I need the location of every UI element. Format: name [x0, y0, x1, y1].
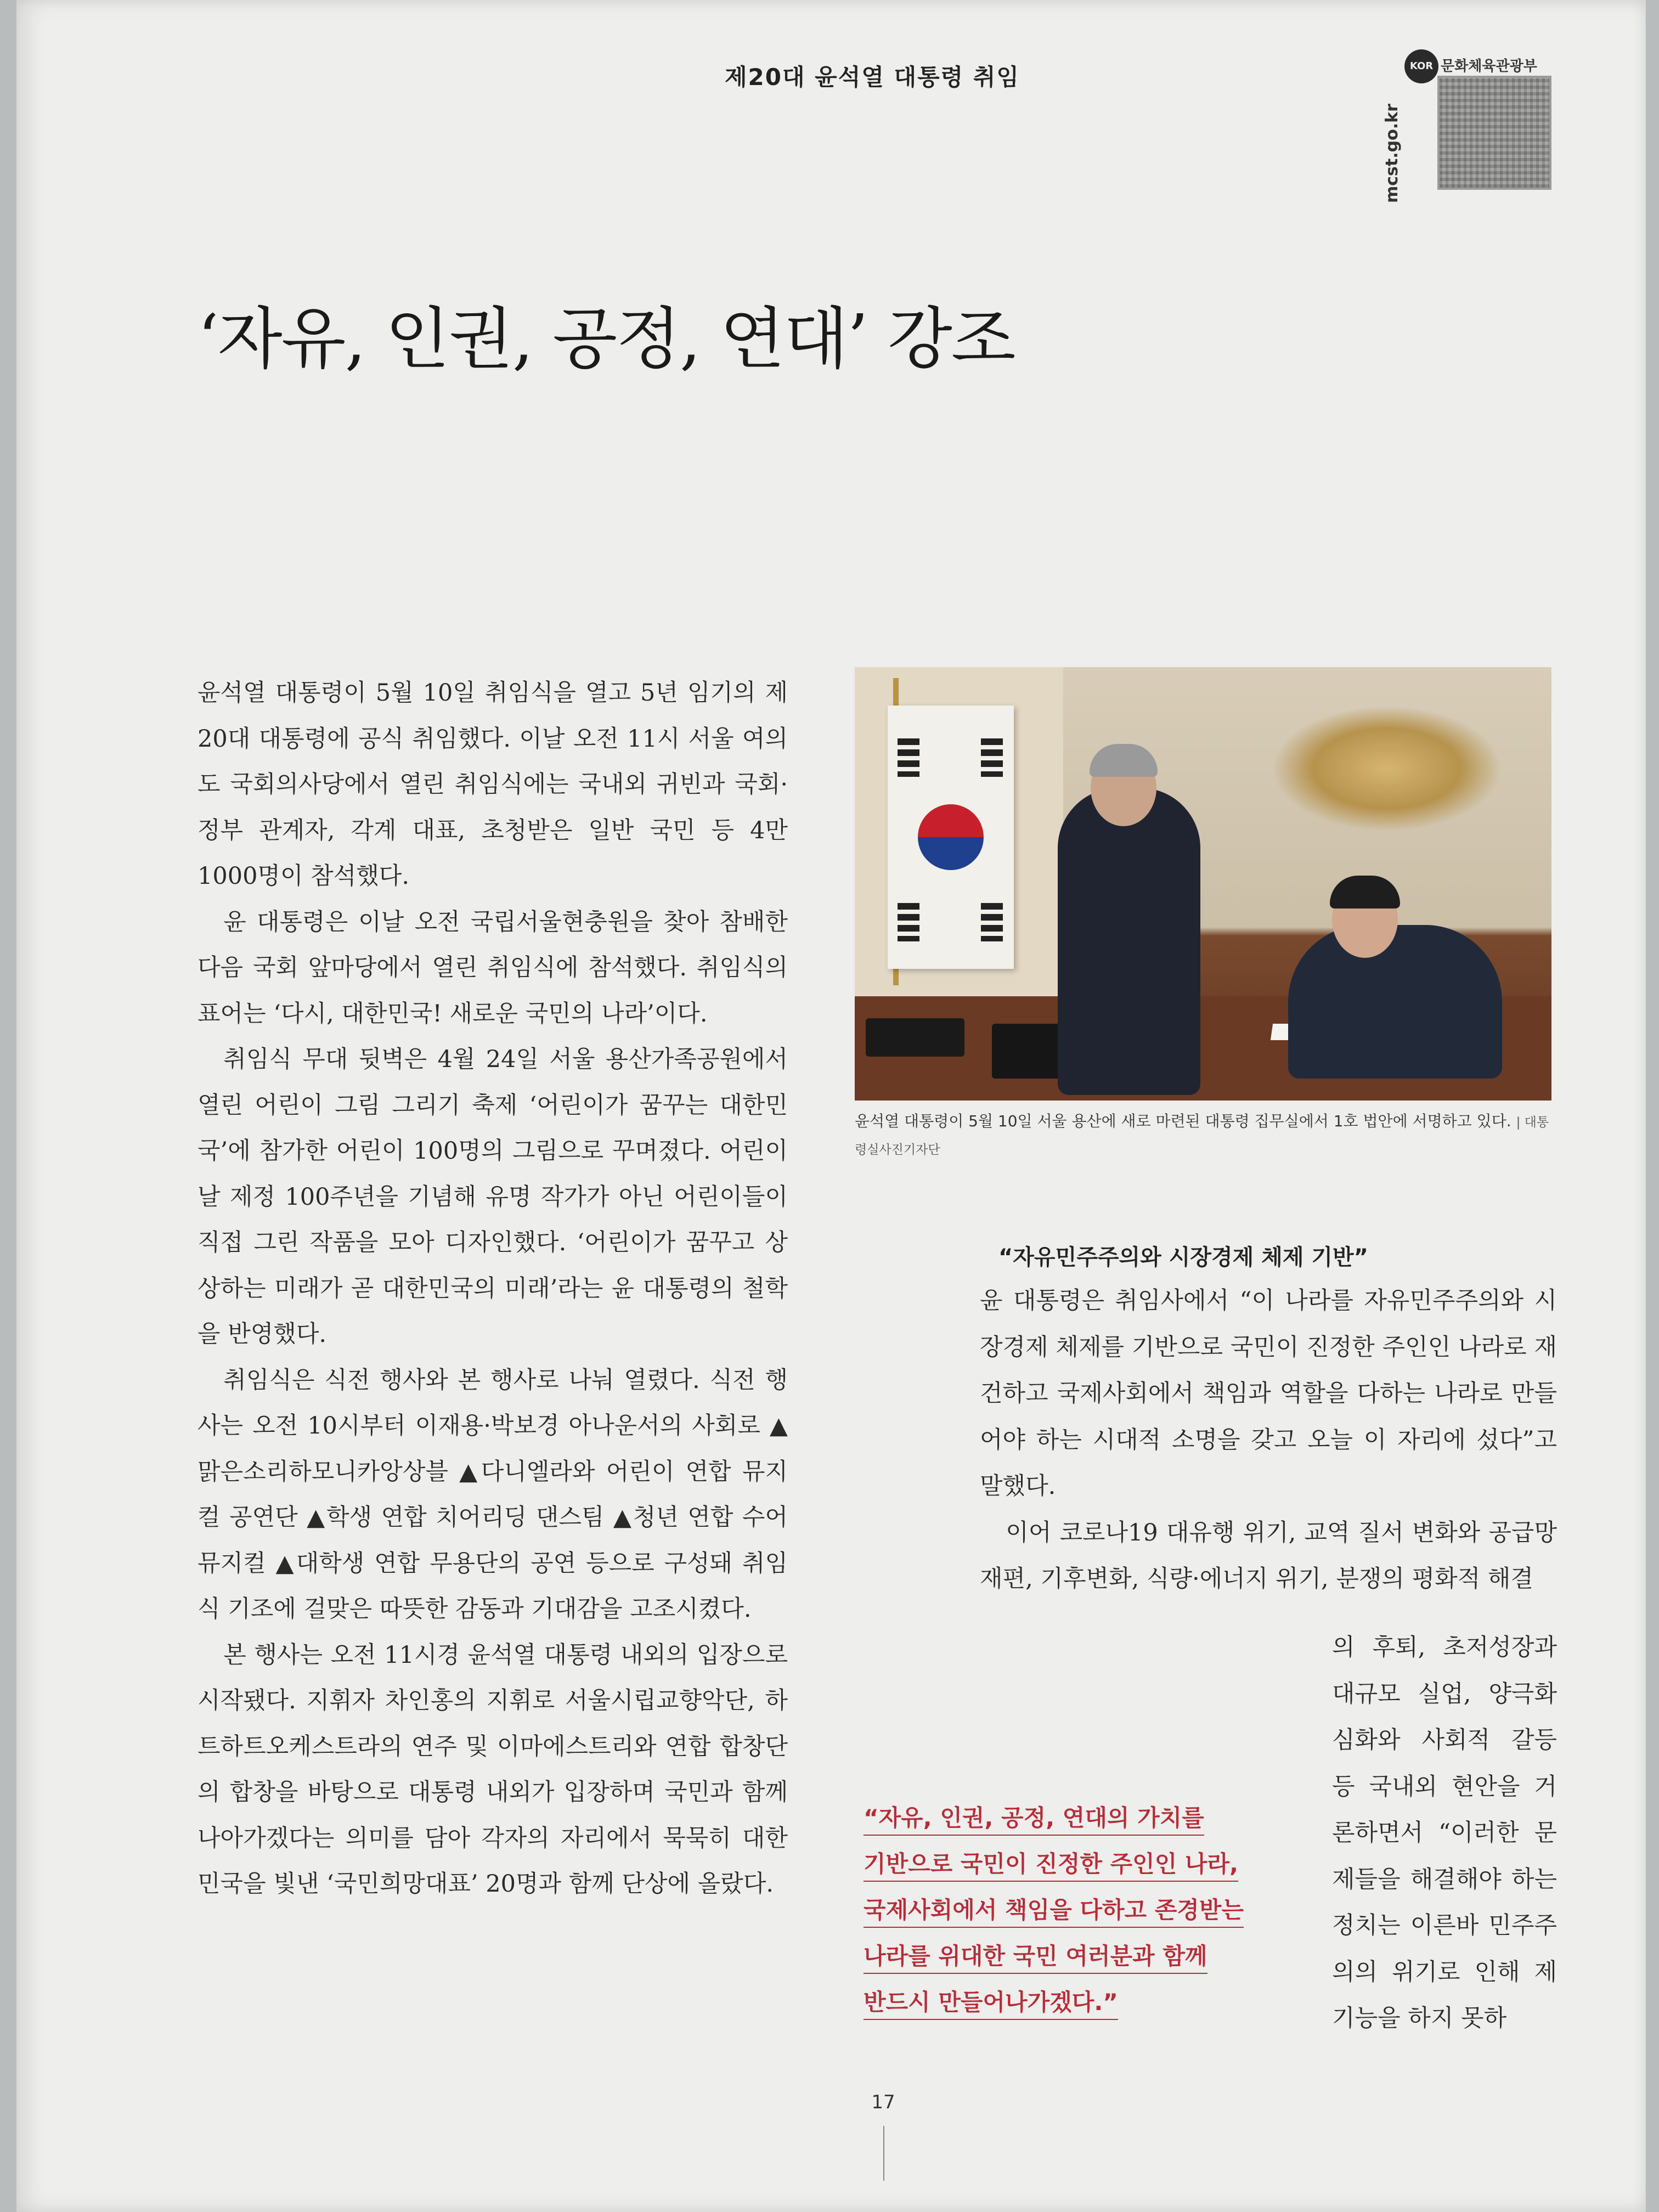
trigram-icon — [898, 738, 919, 777]
phone-icon — [866, 1018, 964, 1057]
standing-official — [1058, 788, 1200, 1095]
qr-code-icon — [1437, 76, 1551, 190]
pull-quote-line: 반드시 만들어나가겠다.” — [864, 1989, 1118, 2020]
korean-flag-icon — [888, 706, 1014, 969]
photo-credit: | 대통령실사진기자단 — [855, 1115, 1549, 1157]
article-headline: ‘자유, 인권, 공정, 연대’ 강조 — [198, 300, 1015, 378]
taegeuk-icon — [918, 804, 984, 870]
body-paragraph: 취임식 무대 뒷벽은 4월 24일 서울 용산가족공원에서 열린 어린이 그림 그리기 축제 ‘어린이가 꿈꾸는 대한민국’에 참가한 어린이 100명의 그림으로 꾸며졌다. 어린이날 제정 100주년을 기념해 유명 작가가 아닌 어린이들이 직접 그린 작품을 모아 디자인했다. ‘어린이가 꿈꾸고 상상하는 미래가 곧 대한민국의 미래’라는 윤 대통령의 철학을 반영했다. — [198, 1046, 788, 1348]
body-paragraph: 윤석열 대통령이 5월 10일 취임식을 열고 5년 임기의 제20대 대통령에 공식 취임했다. 이날 오전 11시 서울 여의도 국회의사당에서 열린 취임식에는 국내외 귀빈과 국회·정부 관계자, 각계 대표, 초청받은 일반 국민 등 4만 1000명이 참석했다. — [198, 679, 788, 890]
left-column — [198, 670, 788, 1908]
trigram-icon — [981, 738, 1003, 777]
ministry-name: 문화체육관광부 — [1441, 58, 1537, 75]
pull-quote — [864, 1795, 1291, 2025]
page-number: 17 — [871, 2091, 895, 2113]
person-hair — [1330, 876, 1400, 909]
body-paragraph: 윤 대통령은 취임사에서 “이 나라를 자유민주주의와 시장경제 체제를 기반으로 국민이 진정한 주인인 나라로 재건하고 국제사회에서 책임과 역할을 다하는 나라로 만들어야 하는 시대적 소명을 갖고 오늘 이 자리에 섰다”고 말했다. — [980, 1287, 1557, 1500]
caption-text: 윤석열 대통령이 5월 10일 서울 용산에 새로 마련된 대통령 집무실에서 1호 법안에 서명하고 있다. — [855, 1112, 1511, 1130]
folio-divider — [883, 2126, 884, 2181]
body-paragraph: 본 행사는 오전 11시경 윤석열 대통령 내외의 입장으로 시작됐다. 지휘자 차인홍의 지휘로 서울시립교향악단, 하트하트오케스트라의 연주 및 이마에스트리와 연합 합창단의 합창을 바탕으로 대통령 내외가 입장하며 국민과 함께 나아가겠다는 의미를 담아 각자의 자리에서 묵묵히 대한민국을 빛낸 ‘국민희망대표’ 20명과 함께 단상에 올랐다. — [198, 1641, 788, 1898]
photo-caption — [855, 1108, 1551, 1163]
body-paragraph: 윤 대통령은 이날 오전 국립서울현충원을 찾아 참배한 다음 국회 앞마당에서 열린 취임식에 참석했다. 취임식의 표어는 ‘다시, 대한민국! 새로운 국민의 나라’이다. — [198, 908, 788, 1028]
body-paragraph: 이어 코로나19 대유행 위기, 교역 질서 변화와 공급망 재편, 기후변화, 식량·에너지 위기, 분쟁의 평화적 해결 — [980, 1519, 1557, 1593]
person-hair — [1090, 744, 1158, 777]
magazine-page — [16, 0, 1646, 2212]
trigram-icon — [898, 903, 919, 941]
section-subhead: “자유민주주의와 시장경제 체제 기반” — [998, 1245, 1368, 1270]
running-head: 제20대 윤석열 대통령 취임 — [724, 64, 1020, 91]
pull-quote-line: 기반으로 국민이 진정한 주인인 나라, — [864, 1850, 1238, 1882]
seated-president — [1288, 925, 1502, 1079]
pull-quote-line: “자유, 인권, 공정, 연대의 가치를 — [864, 1804, 1204, 1836]
phoenix-emblem-icon — [1272, 706, 1502, 832]
right-column-narrow: 의 후퇴, 초저성장과 대규모 실업, 양극화 심화와 사회적 갈등 등 국내외 현안을 거론하면서 “이러한 문제들을 해결해야 하는 정치는 이른바 민주주의의 위기로 인해 제 기능을 하지 못하 — [1332, 1634, 1557, 2032]
site-url: mcst.go.kr — [1383, 104, 1402, 203]
pull-quote-line: 국제사회에서 책임을 다하고 존경받는 — [864, 1897, 1244, 1928]
pull-quote-line: 나라를 위대한 국민 여러분과 함께 — [864, 1943, 1207, 1974]
right-column — [980, 1278, 1557, 1602]
ministry-badge — [1383, 38, 1558, 203]
news-photo — [855, 667, 1551, 1101]
trigram-icon — [981, 903, 1003, 941]
body-paragraph: 취임식은 식전 행사와 본 행사로 나눠 열렸다. 식전 행사는 오전 10시부터 이재용·박보경 아나운서의 사회로 ▲맑은소리하모니카앙상블 ▲다니엘라와 어린이 연합 뮤지컬 공연단 ▲학생 연합 치어리딩 댄스팀 ▲청년 연합 수어 뮤지컬 ▲대학생 연합 무용단의 공연 등으로 구성돼 취임식 기조에 걸맞은 따뜻한 감동과 기대감을 고조시켰다. — [198, 1366, 788, 1623]
kor-logo-icon: KOR — [1404, 49, 1438, 83]
